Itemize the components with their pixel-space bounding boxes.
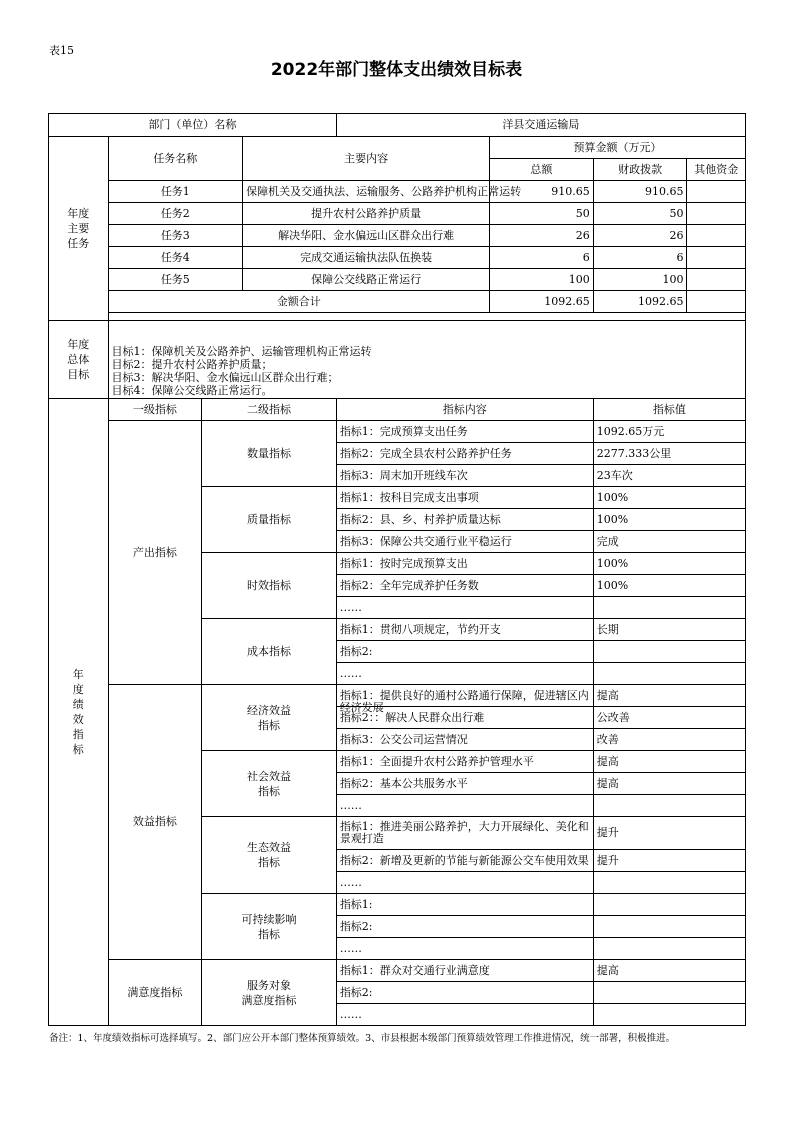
indicator-value: [593, 894, 745, 916]
tasks-spacer: [108, 313, 745, 321]
indicator-value: [593, 597, 745, 619]
indicator-content: 指标3：保障公共交通行业平稳运行: [336, 531, 593, 553]
task-fiscal: 910.65: [593, 181, 687, 203]
indicator-content: ……: [336, 795, 593, 817]
tasks-col-content: 主要内容: [243, 137, 490, 181]
task-fiscal: 50: [593, 203, 687, 225]
task-other: [687, 269, 746, 291]
indicator-content: ……: [336, 872, 593, 894]
indicator-value: 1092.65万元: [593, 421, 745, 443]
task-row: [49, 225, 746, 247]
indicator-content: 指标1：贯彻八项规定，节约开支: [336, 619, 593, 641]
indicator-content: 指标3：公交公司运营情况: [336, 729, 593, 751]
table-number: 表15: [49, 44, 74, 57]
satisfaction-indicator-label: 满意度指标: [108, 960, 202, 1026]
indicator-content: 指标2:: [336, 982, 593, 1004]
indicator-content: 指标2:: [336, 916, 593, 938]
indicator-content: 指标2:: [336, 641, 593, 663]
indicator-content: ……: [336, 1004, 593, 1026]
tasks-col-total: 总额: [490, 159, 594, 181]
indicator-content: 指标1：全面提升农村公路养护管理水平: [336, 751, 593, 773]
output-indicator-label: 产出指标: [108, 421, 202, 685]
task-other: [687, 247, 746, 269]
indicator-content: 指标2：县、乡、村养护质量达标: [336, 509, 593, 531]
task-row: [49, 247, 746, 269]
page-title: 2022年部门整体支出绩效目标表: [270, 60, 523, 80]
task-content: 保障公交线路正常运行: [243, 269, 490, 291]
perf-col-l1: 一级指标: [108, 399, 202, 421]
footnote: 备注：1、年度绩效指标可选择填写。2、部门应公开本部门整体预算绩效。3、市县根据本级部门预算绩效管理工作推进情况，统一部署，积极推进。: [49, 1033, 676, 1044]
indicator-content: 指标2：：解决人民群众出行难: [336, 707, 593, 729]
indicator-value: 100%: [593, 553, 745, 575]
indicator-value: [593, 663, 745, 685]
perf-col-value: 指标值: [593, 399, 745, 421]
ecological-indicator-label: 生态效益 指标: [202, 817, 337, 894]
sustainable-indicator-label: 可持续影响 指标: [202, 894, 337, 960]
task-other: [687, 203, 746, 225]
dept-name: 洋县交通运输局: [336, 114, 745, 137]
task-fiscal: 100: [593, 269, 687, 291]
tasks-sum-label: 金额合计: [108, 291, 490, 313]
indicator-content: 指标2：全年完成养护任务数: [336, 575, 593, 597]
task-name: 任务5: [108, 269, 243, 291]
indicator-value: 提高: [593, 751, 745, 773]
task-content: 完成交通运输执法队伍换装: [243, 247, 490, 269]
task-row: [49, 203, 746, 225]
indicator-content: 指标2：完成全县农村公路养护任务: [336, 443, 593, 465]
economic-indicator-label: 经济效益 指标: [202, 685, 337, 751]
task-content: 解决华阳、金水偏远山区群众出行难: [243, 225, 490, 247]
social-indicator-label: 社会效益 指标: [202, 751, 337, 817]
task-fiscal: 26: [593, 225, 687, 247]
indicator-content: ……: [336, 938, 593, 960]
dept-label: 部门（单位）名称: [49, 114, 337, 137]
indicator-content: 指标3：周末加开班线车次: [336, 465, 593, 487]
task-other: [687, 225, 746, 247]
indicator-value: [593, 795, 745, 817]
indicator-value: 100%: [593, 509, 745, 531]
benefit-indicator-label: 效益指标: [108, 685, 202, 960]
tasks-section-label: 年度 主要 任务: [49, 137, 109, 321]
goals-section-label: 年度 总体 目标: [49, 321, 109, 399]
task-content: 提升农村公路养护质量: [243, 203, 490, 225]
indicator-value: 23车次: [593, 465, 745, 487]
indicator-value: [593, 982, 745, 1004]
task-total: 6: [490, 247, 594, 269]
indicator-content: 指标1：群众对交通行业满意度: [336, 960, 593, 982]
service-satisfaction-label: 服务对象 满意度指标: [202, 960, 337, 1026]
indicator-value: 100%: [593, 487, 745, 509]
quantity-indicator-label: 数量指标: [202, 421, 337, 487]
indicator-value: 100%: [593, 575, 745, 597]
indicator-value: 提升: [593, 817, 745, 850]
tasks-sum-other: [687, 291, 746, 313]
indicator-value: 提高: [593, 960, 745, 982]
indicator-content: 指标2：基本公共服务水平: [336, 773, 593, 795]
perf-col-l2: 二级指标: [202, 399, 337, 421]
indicator-value: 改善: [593, 729, 745, 751]
tasks-col-name: 任务名称: [108, 137, 243, 181]
perf-section-label: 年 度 绩 效 指 标: [49, 399, 109, 1026]
task-row: [49, 269, 746, 291]
task-name: 任务1: [108, 181, 243, 203]
task-total: 50: [490, 203, 594, 225]
task-total: 26: [490, 225, 594, 247]
task-other: [687, 181, 746, 203]
task-content: 保障机关及交通执法、运输服务、公路养护机构正常运转: [243, 181, 490, 203]
indicator-content: 指标1：提供良好的通村公路通行保障，促进辖区内经济发展: [336, 685, 593, 707]
indicator-value: 完成: [593, 531, 745, 553]
task-name: 任务2: [108, 203, 243, 225]
indicator-content: 指标1：按时完成预算支出: [336, 553, 593, 575]
indicator-value: 2277.333公里: [593, 443, 745, 465]
indicator-value: 长期: [593, 619, 745, 641]
indicator-content: 指标1:: [336, 894, 593, 916]
indicator-content: ……: [336, 663, 593, 685]
indicator-content: 指标1：推进美丽公路养护，大力开展绿化、美化和景观打造: [336, 817, 593, 850]
quality-indicator-label: 质量指标: [202, 487, 337, 553]
indicator-content: 指标2：新增及更新的节能与新能源公交车使用效果: [336, 850, 593, 872]
indicator-content: 指标1：按科目完成支出事项: [336, 487, 593, 509]
task-name: 任务4: [108, 247, 243, 269]
indicator-content: ……: [336, 597, 593, 619]
indicator-value: [593, 641, 745, 663]
tasks-col-other: 其他资金: [687, 159, 746, 181]
task-fiscal: 6: [593, 247, 687, 269]
task-name: 任务3: [108, 225, 243, 247]
goals-text: 目标1：保障机关及公路养护、运输管理机构正常运转 目标2：提升农村公路养护质量； 目标3：解决华阳、金水偏远山区群众出行难； 目标4：保障公交线路正常运行。: [108, 321, 745, 399]
indicator-value: 提升: [593, 850, 745, 872]
task-row: [49, 181, 746, 203]
indicator-value: [593, 1004, 745, 1026]
perf-col-content: 指标内容: [336, 399, 593, 421]
indicator-value: 提高: [593, 685, 745, 707]
indicator-value: 公改善: [593, 707, 745, 729]
task-total: 100: [490, 269, 594, 291]
tasks-sum-total: 1092.65: [490, 291, 594, 313]
timeliness-indicator-label: 时效指标: [202, 553, 337, 619]
tasks-col-budget: 预算金额（万元）: [490, 137, 746, 159]
task-total: 910.65: [490, 181, 594, 203]
indicator-content: 指标1：完成预算支出任务: [336, 421, 593, 443]
performance-target-table: [48, 113, 746, 1026]
indicator-value: 提高: [593, 773, 745, 795]
indicator-value: [593, 872, 745, 894]
indicator-value: [593, 916, 745, 938]
indicator-value: [593, 938, 745, 960]
tasks-sum-fiscal: 1092.65: [593, 291, 687, 313]
tasks-col-fiscal: 财政拨款: [593, 159, 687, 181]
cost-indicator-label: 成本指标: [202, 619, 337, 685]
